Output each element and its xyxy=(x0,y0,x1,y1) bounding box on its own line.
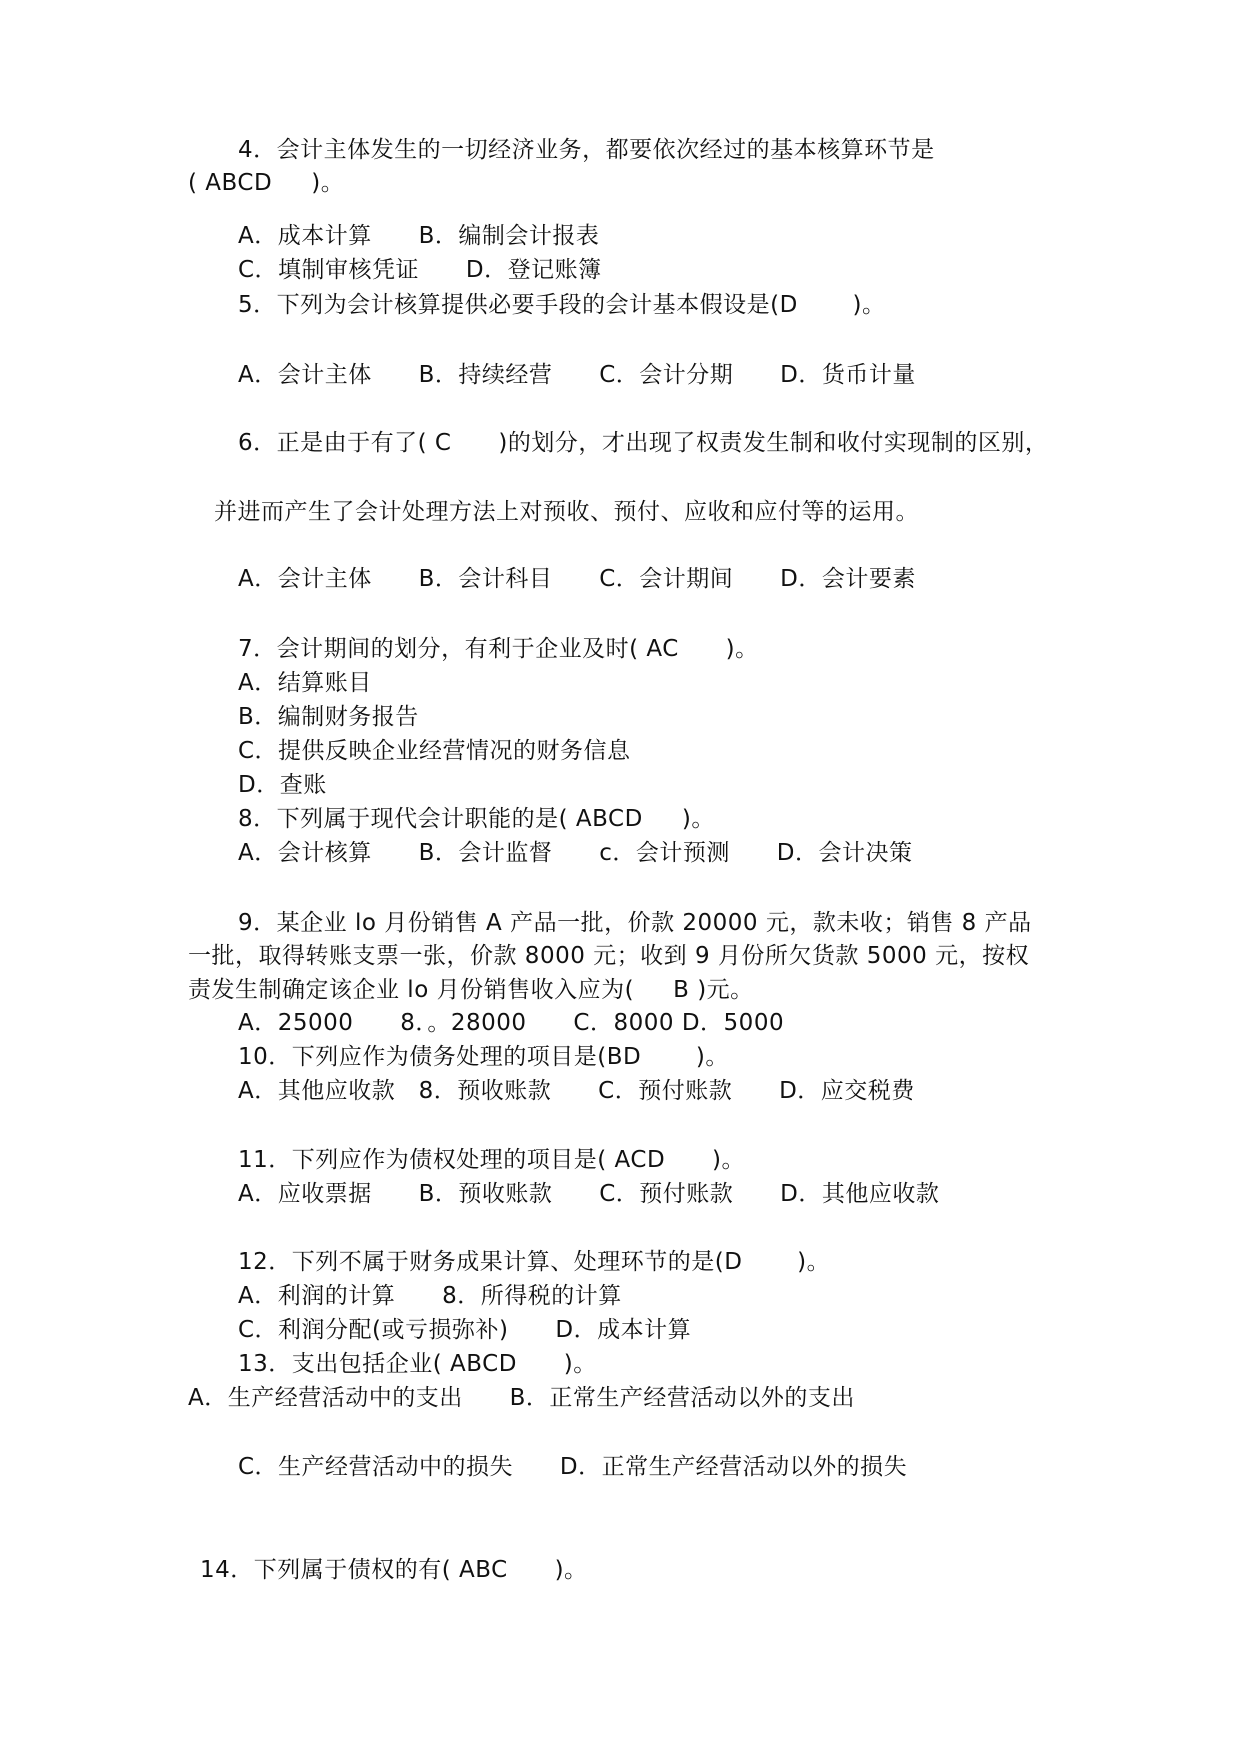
q8-options: A．会计核算 B．会计监督 c．会计预测 D．会计决策 xyxy=(238,840,913,866)
q12-options-ab: A．利润的计算 8．所得税的计算 xyxy=(238,1283,622,1309)
q6-options: A．会计主体 B．会计科目 C．会计期间 D．会计要素 xyxy=(238,566,916,592)
q5-options: A．会计主体 B．持续经营 C．会计分期 D．货币计量 xyxy=(238,362,916,388)
q9-stem-line2: 一批，取得转账支票一张，价款 8000 元；收到 9 月份所欠货款 5000 元，按权 xyxy=(188,943,1030,969)
q7-option-a: A．结算账目 xyxy=(238,670,372,696)
q4-stem: 4．会计主体发生的一切经济业务，都要依次经过的基本核算环节是 xyxy=(238,137,935,163)
q11-stem: 11．下列应作为债权处理的项目是( ACD )。 xyxy=(238,1147,745,1173)
q10-stem: 10．下列应作为债务处理的项目是(BD )。 xyxy=(238,1044,729,1070)
q13-options-ab: A．生产经营活动中的支出 B．正常生产经营活动以外的支出 xyxy=(188,1385,855,1411)
q11-options: A．应收票据 B．预收账款 C．预付账款 D．其他应收款 xyxy=(238,1181,940,1207)
q7-option-b: B．编制财务报告 xyxy=(238,704,419,730)
q9-stem-line3: 责发生制确定该企业 lo 月份销售收入应为( B )元。 xyxy=(188,977,754,1003)
q12-stem: 12．下列不属于财务成果计算、处理环节的是(D )。 xyxy=(238,1249,831,1275)
q4-options-ab: A．成本计算 B．编制会计报表 xyxy=(238,223,600,249)
q9-options: A．25000 8．。28000 C．8000 D．5000 xyxy=(238,1010,785,1036)
q7-option-d: D．查账 xyxy=(238,772,327,798)
q13-options-cd: C．生产经营活动中的损失 D．正常生产经营活动以外的损失 xyxy=(238,1454,908,1480)
q10-options: A．其他应收款 8．预收账款 C．预付账款 D．应交税费 xyxy=(238,1078,915,1104)
q7-option-c: C．提供反映企业经营情况的财务信息 xyxy=(238,738,631,764)
q8-stem: 8．下列属于现代会计职能的是( ABCD )。 xyxy=(238,806,715,832)
q4-answer: ( ABCD )。 xyxy=(188,170,345,196)
q12-options-cd: C．利润分配(或亏损弥补) D．成本计算 xyxy=(238,1317,692,1343)
q6-stem: 6．正是由于有了( C )的划分，才出现了权责发生制和收付实现制的区别， xyxy=(238,430,1049,456)
q13-stem: 13．支出包括企业( ABCD )。 xyxy=(238,1351,597,1377)
q14-stem: 14．下列属于债权的有( ABC )。 xyxy=(200,1557,588,1583)
q4-options-cd: C．填制审核凭证 D．登记账簿 xyxy=(238,257,602,283)
q5-stem: 5．下列为会计核算提供必要手段的会计基本假设是(D )。 xyxy=(238,292,886,318)
q7-stem: 7．会计期间的划分，有利于企业及时( AC )。 xyxy=(238,636,759,662)
q9-stem: 9．某企业 lo 月份销售 A 产品一批，价款 20000 元，款未收；销售 8 产品 xyxy=(238,910,1032,936)
q6-stem-continued: 并进而产生了会计处理方法上对预收、预付、应收和应付等的运用。 xyxy=(214,499,919,525)
